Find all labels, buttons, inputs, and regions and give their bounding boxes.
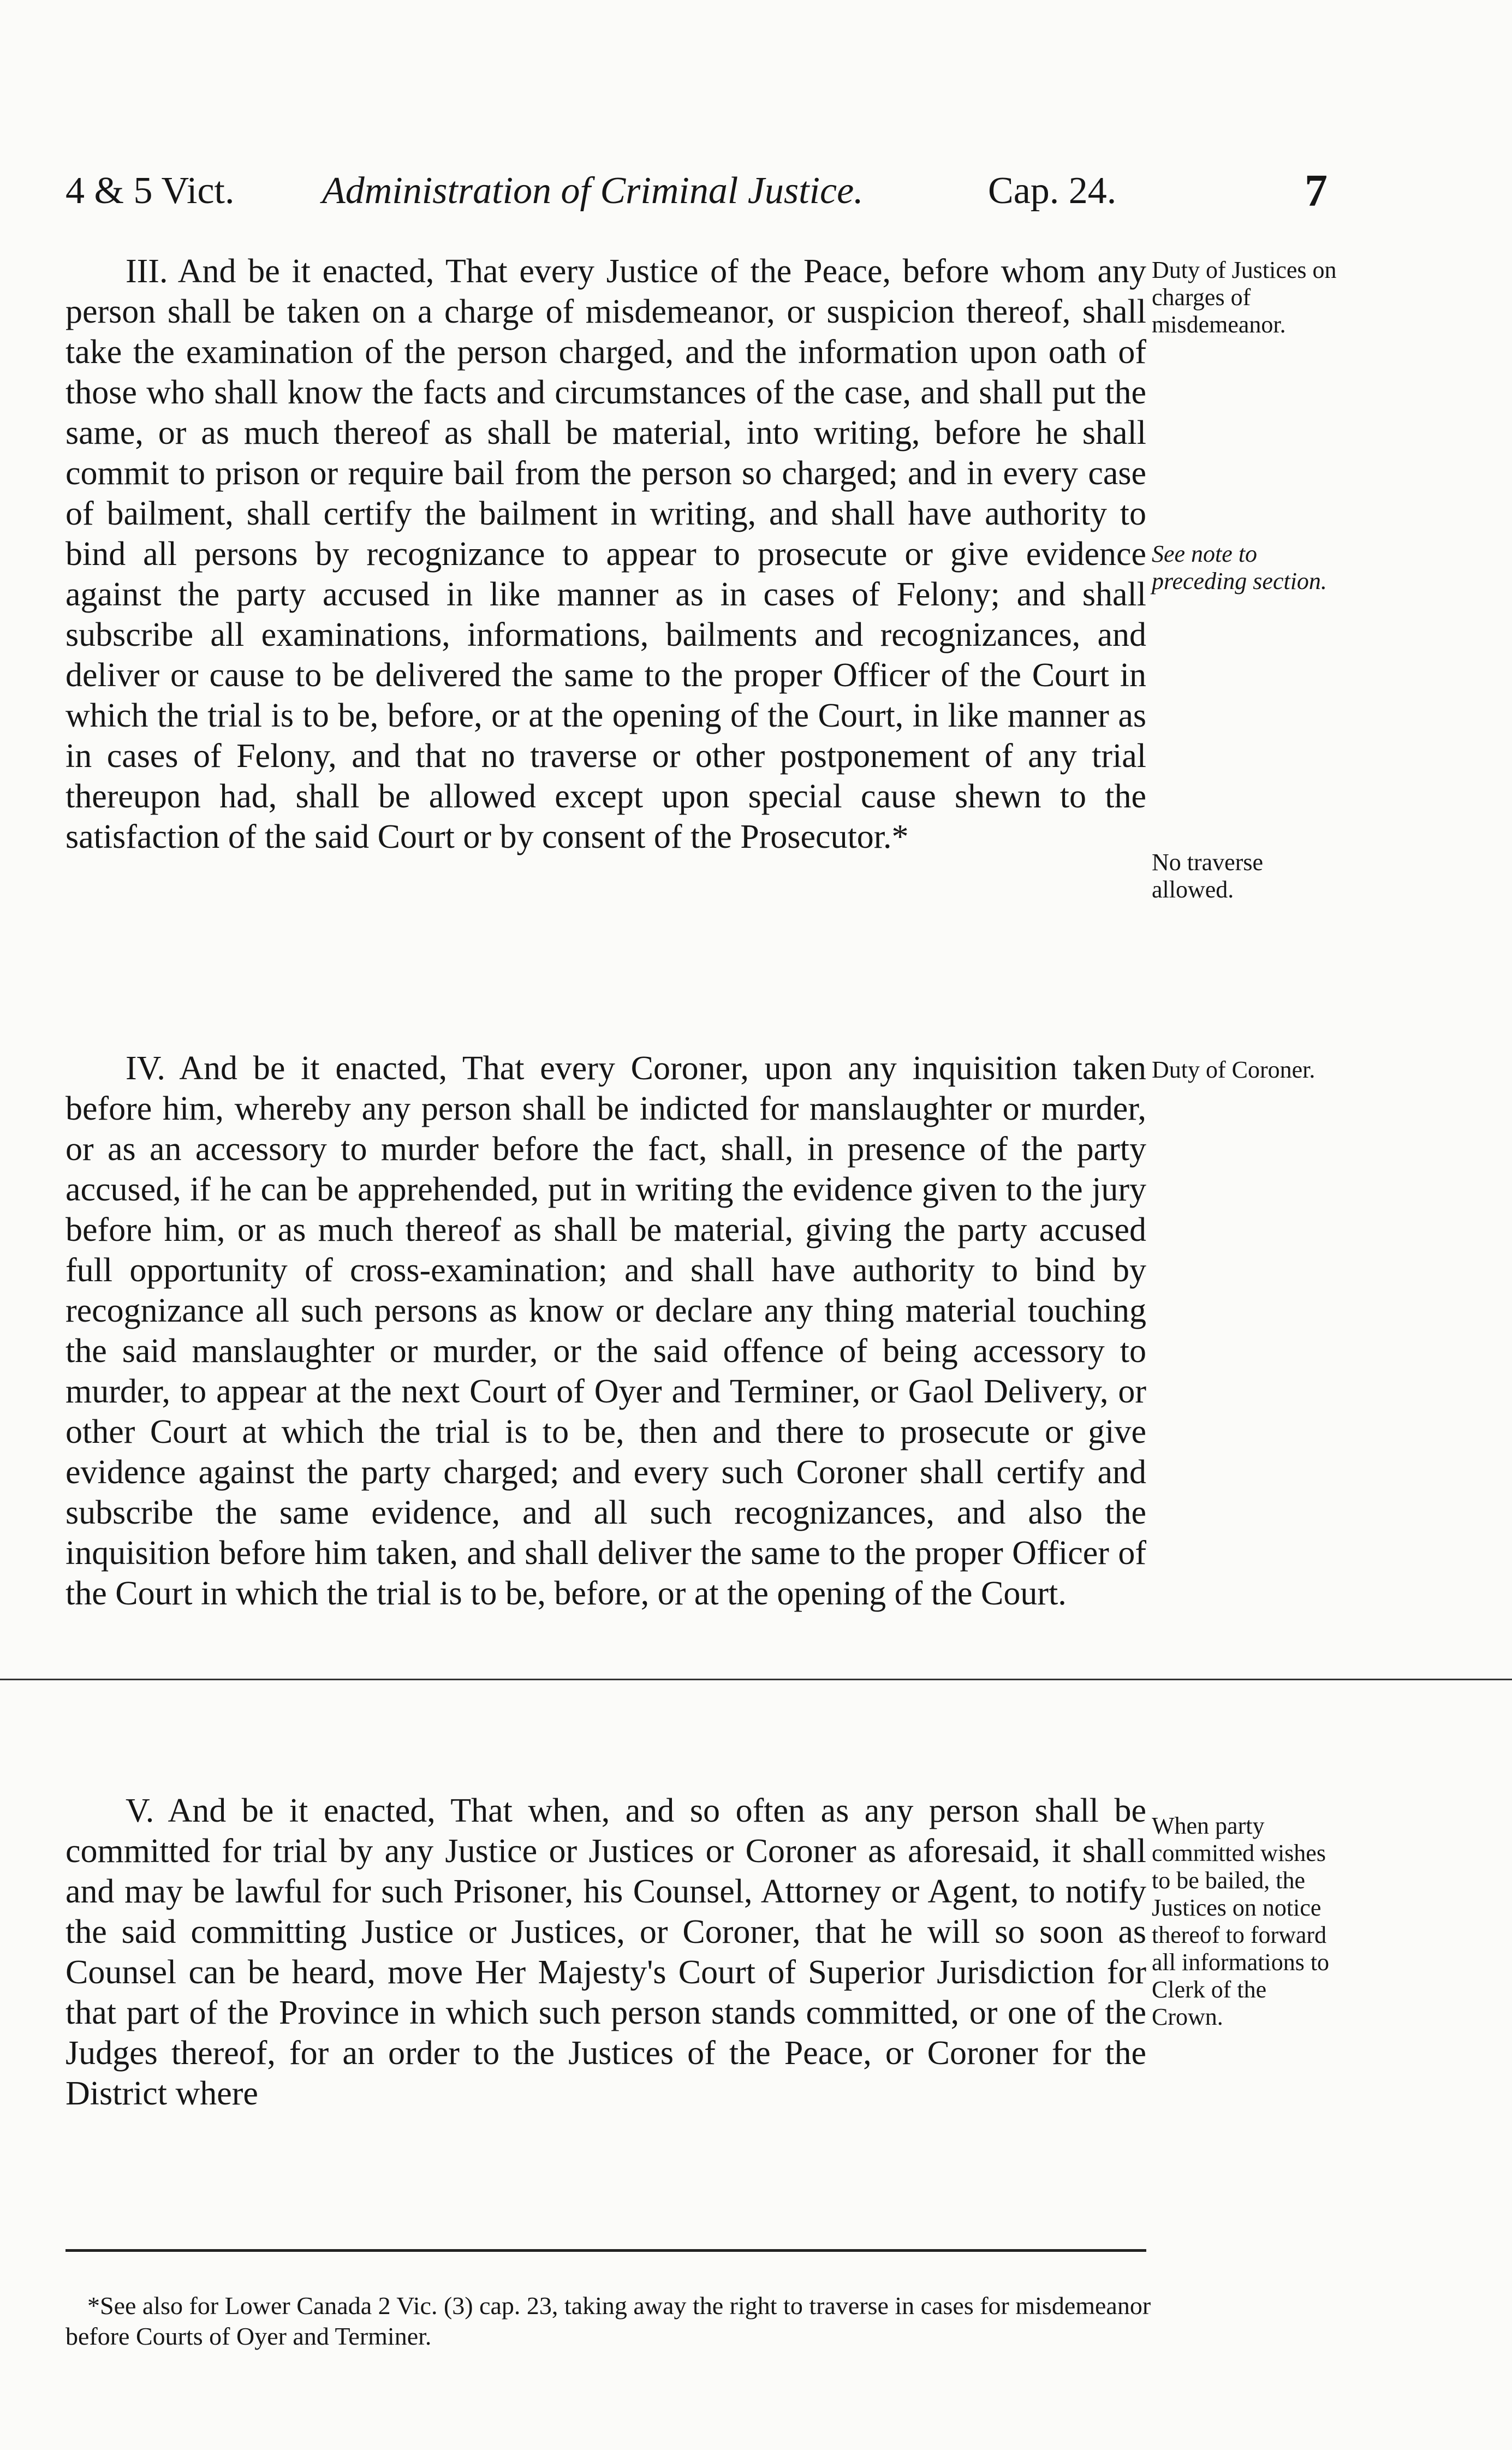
section-v: V. And be it enacted, That when, and so often as any person shall be committed for trial by any Justice or Justices or Coroner as aforesaid, it shall and may be lawful for such Prisoner, his Counsel, Attorney or Agent, to notify the said committing Justice or Justices, or Coroner, that he will so soon as Counsel can be heard, move Her Majesty's Court of Superior Jurisdiction for that part of the Province in which such person stands committed, or one of the Judges thereof, for an order to the Justices of the Peace, or Coroner for the District where (66, 1792, 1146, 2112)
margin-note-bail-notice: When party committed wishes to be bailed, the Justices on notice thereof to forward all informations to Clerk of the Crown. (1152, 1812, 1330, 2030)
running-header (66, 164, 1365, 218)
margin-note-no-traverse: No traverse allowed. (1152, 849, 1264, 903)
header-chapter: Cap. 24. (988, 170, 1117, 212)
section-iii: III. And be it enacted, That every Justice of the Peace, before whom any person shall be taken on a charge of misdemeanor, or suspicion thereof, shall take the examination of the person charged, and the information upon oath of those who shall know the facts and circumstances of the case, and shall put the same, or as much thereof as shall be material, into writing, before he shall commit to prison or require bail from the person so charged; and in every case of bailment, shall certify the bailment in writing, and shall have authority to bind all persons by recognizance to appear to prosecute or give evidence against the party accused in like manner as in cases of Felony; and shall subscribe all examinations, informations, bailments and recognizances, and deliver or cause to be delivered the same to the proper Officer of the Court in which the trial is to be, before, or at the opening of the Court, in like manner as in cases of Felony, and that no traverse or other postponement of any trial thereupon had, shall be allowed except upon special cause shewn to the satisfaction of the said Court or by consent of the Prosecutor.* (66, 253, 1146, 855)
scan-artifact-line (0, 1679, 1512, 1680)
margin-note-duty-of-coroner: Duty of Coroner. (1152, 1056, 1315, 1083)
section-iv: IV. And be it enacted, That every Coroner, upon any inquisition taken before him, whereby any person shall be indicted for manslaughter or murder, or as an accessory to murder before the fact, shall, in presence of the party accused, if he can be apprehended, put in writing the evidence given to the jury before him, or as much thereof as shall be material, giving the party accused full opportunity of cross-examination; and shall have authority to bind by recognizance all such persons as know or declare any thing material touching the said manslaughter or murder, or the said offence of being accessory to murder, to appear at the next Court of Oyer and Terminer, or Gaol Delivery, or other Court at which the trial is to be, then and there to prosecute or give evidence against the party charged; and every such Coroner shall certify and subscribe the same evidence, and all such recognizances, and also the inquisition before him taken, and shall deliver the same to the proper Officer of the Court in which the trial is to be, before, or at the opening of the Court. (66, 1050, 1146, 1612)
header-title: Administration of Criminal Justice. (322, 170, 864, 212)
page-number: 7 (1305, 165, 1328, 216)
margin-note-see-note: See note to preceding section. (1152, 540, 1327, 594)
margin-note-duty-of-justices: Duty of Justices on charges of misdemeanor. (1152, 257, 1337, 338)
header-regnal-year: 4 & 5 Vict. (66, 170, 235, 212)
footnote: *See also for Lower Canada 2 Vic. (3) cap. 23, taking away the right to traverse in cases for misdemeanor before Courts of Oyer and Terminer. (66, 2292, 1151, 2350)
footnote-rule (66, 2249, 1146, 2252)
